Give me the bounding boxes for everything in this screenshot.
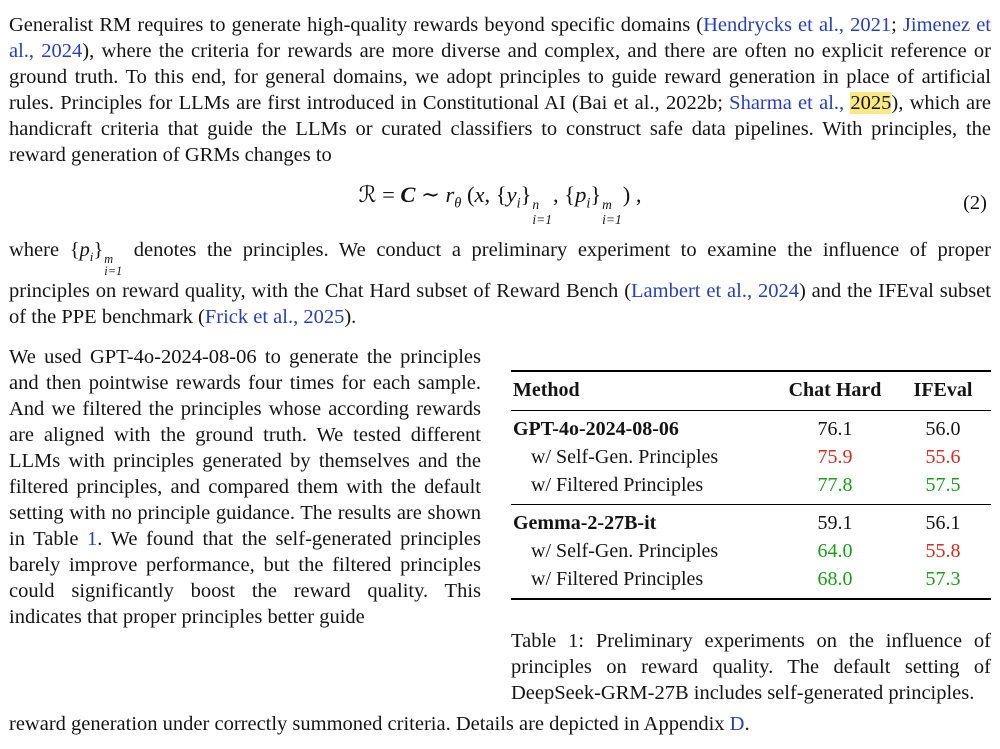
text-run: ; (717, 92, 730, 114)
chat-hard-value: 68.0 (817, 568, 853, 591)
citation-link[interactable]: Hendrycks et al., 2021 (703, 14, 892, 36)
text-run: ) and the IFEval subset of the PPE benchmark ( (9, 280, 991, 329)
citation-link[interactable]: Jimenez et al., 2024 (9, 14, 991, 62)
text-run: C (400, 182, 416, 207)
table-row (511, 471, 991, 505)
text-run: ) , (622, 182, 642, 207)
ifeval-value: 56.0 (925, 418, 961, 441)
equation (9, 180, 991, 227)
table-body (511, 411, 991, 600)
paragraph-intro (9, 12, 991, 168)
text-run: i (89, 248, 94, 264)
text-run: , { (553, 182, 576, 207)
paragraph-closing (9, 711, 991, 737)
two-column-section (9, 344, 991, 706)
chat-hard-value: 59.1 (817, 512, 853, 535)
ifeval-value: 55.6 (925, 446, 961, 469)
equation-number: (2) (963, 192, 987, 215)
text-run: , { (484, 182, 507, 207)
table-header-row (511, 371, 991, 411)
text-run: y (506, 182, 517, 207)
text-run: Table 1: Preliminary experiments on the influence of principles on reward quality. The default setting of DeepSeek-GRM-27B includes self-generated principles. (511, 630, 991, 705)
math-limits: n i=1 (532, 197, 552, 227)
table-row (511, 411, 991, 444)
text-run: . (744, 713, 750, 736)
results-table (511, 370, 991, 600)
text-run: ), which are handicraft criteria that guide the LLMs or curated classifiers to construct safe data pipelines. With principles, the reward generation of GRMs changes to (9, 92, 992, 166)
chat-hard-value: 76.1 (817, 418, 853, 441)
text-run: r (445, 182, 455, 207)
column-header: Method (511, 371, 775, 411)
citation-link[interactable]: Lambert et al., 2024 (631, 280, 799, 303)
text-run: ∼ (415, 182, 446, 207)
math-limits: m i=1 (602, 197, 622, 227)
text-run: i (516, 195, 521, 212)
citation-link[interactable]: D (729, 713, 745, 736)
method-cell: w/ Filtered Principles (511, 471, 775, 505)
text-run: ). (344, 306, 357, 329)
text-run: . We found that the self-generated principles barely improve performance, but the filtered principles could significantly boost the reward quality. This indicates that proper principles better guide (9, 528, 482, 629)
text-run: ), where the criteria for rewards are more diverse and complex, and there are often no explicit reference or ground truth. To this end, for general domains, we adopt principles to guide reward generation in place of artificial rules. Principles for LLMs are first introduced in Constitutional AI ( (9, 40, 991, 114)
text-run: p (575, 182, 587, 207)
table-row (511, 505, 991, 538)
text-run: ℛ = (358, 182, 401, 207)
method-cell: GPT-4o-2024-08-06 (513, 418, 679, 441)
highlighted-text: 2025 (850, 92, 892, 114)
math-limits: m i=1 (104, 251, 123, 279)
method-cell: w/ Self-Gen. Principles (531, 446, 719, 469)
text-run: i (586, 195, 591, 212)
text-run: denotes the principles. We conduct a preliminary experiment to examine the influence of proper principles on reward quality, with the Chat Hard subset of Reward Bench ( (9, 238, 992, 303)
column-header: Chat Hard (775, 371, 895, 411)
text-run: ; (891, 14, 903, 36)
text-run: reward generation under correctly summoned criteria. Details are depicted in Appendix (9, 713, 730, 736)
table-row (511, 537, 991, 565)
citation-link[interactable]: Sharma et al., (729, 92, 845, 114)
method-cell: w/ Filtered Principles (531, 568, 704, 591)
ifeval-value: 57.5 (895, 471, 991, 505)
text-run: p (79, 238, 90, 261)
text-run: x (474, 182, 485, 207)
text-run: We used GPT-4o-2024-08-06 to generate the principles and then pointwise rewards four times for each sample. And we filtered the principles whose according rewards are aligned with the ground truth. We tested different LLMs with principles generated by themselves and the filtered principles, and compared them with the default setting with no principle guidance. The results are shown in Table (9, 346, 481, 551)
text-run: ( (461, 182, 475, 207)
method-cell: w/ Self-Gen. Principles (531, 540, 719, 563)
method-cell: Gemma-2-27B-it (513, 512, 657, 535)
ifeval-value: 56.1 (925, 512, 961, 535)
text-run: θ (454, 195, 462, 212)
text-run: where { (9, 238, 80, 261)
right-column (511, 344, 991, 706)
text-run: } (93, 238, 104, 261)
citation-link[interactable]: 1 (87, 528, 98, 551)
chat-hard-value: 77.8 (775, 471, 895, 505)
table-header (511, 371, 991, 411)
chat-hard-value: 75.9 (817, 446, 853, 469)
table-row (511, 565, 991, 599)
paragraph-experiment (9, 344, 481, 630)
text-run: Generalist RM requires to generate high-quality rewards beyond specific domains ( (9, 14, 704, 36)
text-run: Bai et al., 2022b (578, 92, 718, 114)
table-row (511, 443, 991, 471)
left-column (9, 344, 481, 706)
ifeval-value: 57.3 (925, 568, 961, 591)
ifeval-value: 55.8 (925, 540, 961, 563)
column-header: IFEval (895, 371, 991, 411)
table-caption (511, 628, 991, 706)
equation-body (358, 182, 642, 227)
text-run: } (520, 182, 532, 207)
chat-hard-value: 64.0 (817, 540, 853, 563)
text-run: } (590, 182, 602, 207)
citation-link[interactable]: Frick et al., 2025 (204, 306, 345, 329)
paragraph-principles (9, 237, 991, 331)
